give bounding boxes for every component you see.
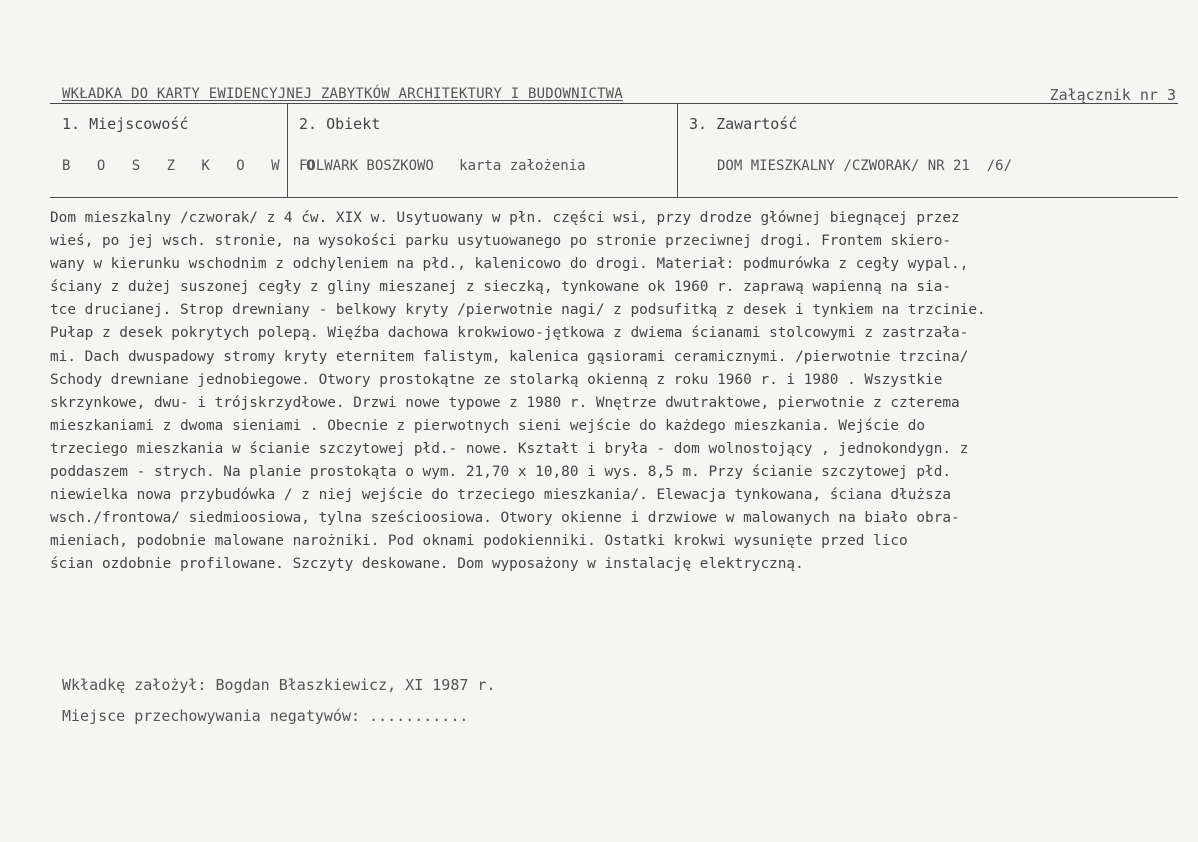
author-line: Wkładkę założył: Bogdan Błaszkiewicz, XI 1987 r.	[62, 676, 496, 694]
description-line: wieś, po jej wsch. stronie, na wysokości parku usytuowanego po stronie przeciwnej drogi. Frontem skiero-	[50, 233, 952, 250]
field-locality-label: 1. Miejscowość	[62, 115, 189, 133]
description-line: mieszkaniami z dwoma sieniami . Obecnie z pierwotnych sieni wejście do każdego mieszkania. Wejście do	[50, 417, 926, 434]
fields-grid	[50, 103, 1178, 198]
description-line: mieniach, podobnie malowane narożniki. Pod oknami podokienniki. Ostatki krokwi wysunięte przed lico	[50, 533, 908, 550]
field-content-value: DOM MIESZKALNY /CZWORAK/ NR 21 /6/	[717, 158, 1013, 174]
description-line: niewielka nowa przybudówka / z niej wejście do trzeciego mieszkania/. Elewacja tynkowana, ściana dłuższa	[50, 487, 952, 504]
field-locality-value: B O S Z K O W O	[62, 158, 324, 174]
description-text	[50, 207, 1180, 577]
negatives-location-line: Miejsce przechowywania negatywów: ...........	[62, 707, 469, 725]
description-line: mi. Dach dwuspadowy stromy kryty eternitem falistym, kalenica gąsiorami ceramicznymi. /pierwotnie trzcina/	[50, 348, 969, 365]
field-object	[287, 103, 678, 197]
field-locality	[50, 103, 324, 197]
description-line: wany w kierunku wschodnim z odchyleniem na płd., kalenicowo do drogi. Materiał: podmurówka z cegły wypal.,	[50, 256, 969, 273]
field-content-label: 3. Zawartość	[689, 115, 798, 133]
annex-number: Załącznik nr 3	[1049, 86, 1176, 104]
description-line: ścian ozdobnie profilowane. Szczyty deskowane. Dom wyposażony w instalację elektryczną.	[50, 556, 804, 573]
description-line: skrzynkowe, dwu- i trójskrzydłowe. Drzwi nowe typowe z 1980 r. Wnętrze dwutraktowe, pierwotnie z czterema	[50, 394, 960, 411]
description-line: trzeciego mieszkania w ścianie szczytowej płd.- nowe. Kształt i bryła - dom wolnostojący , jednokondygn. z	[50, 440, 969, 457]
description-line: wsch./frontowa/ siedmioosiowa, tylna sześcioosiowa. Otwory okienne i drzwiowe w malowanych na biało obra-	[50, 510, 960, 527]
description-line: ściany z dużej suszonej cegły z gliny mieszanej z sieczką, tynkowane ok 1960 r. zaprawą wapienną na sia-	[50, 279, 952, 296]
description-line: tce drucianej. Strop drewniany - belkowy kryty /pierwotnie nagi/ z podsufitką z desek i tynkiem na trzcinie.	[50, 302, 986, 319]
field-content	[677, 103, 1178, 197]
card-title: WKŁADKA DO KARTY EWIDENCYJNEJ ZABYTKÓW ARCHITEKTURY I BUDOWNICTWA	[62, 86, 623, 102]
field-object-label: 2. Obiekt	[299, 115, 381, 133]
description-line: Pułap z desek pokrytych polepą. Więźba dachowa krokwiowo-jętkowa z dwiema ścianami stolcowymi z zastrzała-	[50, 325, 969, 342]
description-line: poddaszem - strych. Na planie prostokąta o wym. 21,70 x 10,80 i wys. 8,5 m. Przy ścianie szczytowej płd.	[50, 464, 952, 481]
description-line: Dom mieszkalny /czworak/ z 4 ćw. XIX w. Usytuowany w płn. części wsi, przy drodze głównej biegnącej przez	[50, 210, 960, 226]
field-object-value: FOLWARK BOSZKOWO karta założenia	[299, 158, 586, 174]
description-line: Schody drewniane jednobiegowe. Otwory prostokątne ze stolarką okienną z roku 1960 r. i 1980 . Wszystkie	[50, 371, 943, 388]
